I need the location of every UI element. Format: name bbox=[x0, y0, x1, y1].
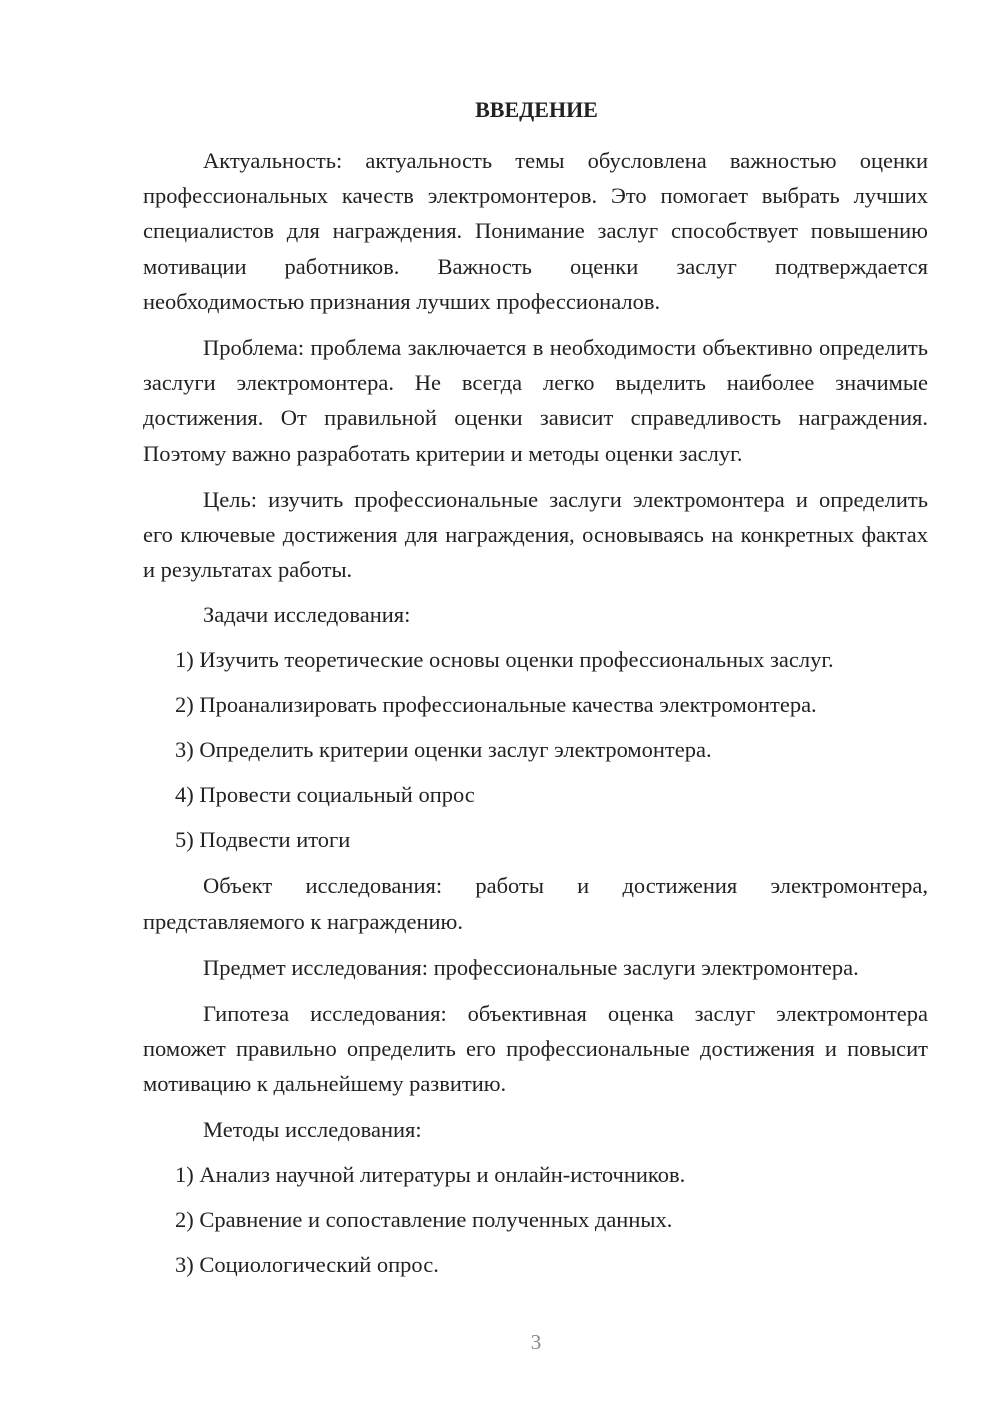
subject-paragraph: Предмет исследования: профессиональные заслуги электромонтера. bbox=[203, 954, 859, 980]
task-item-4: 4) Провести социальный опрос bbox=[175, 782, 475, 808]
document-page bbox=[143, 95, 928, 1293]
method-item-2: 2) Сравнение и сопоставление полученных данных. bbox=[175, 1206, 673, 1232]
methods-heading: Методы исследования: bbox=[203, 1116, 422, 1142]
tasks-heading: Задачи исследования: bbox=[203, 602, 411, 628]
page-number: 3 bbox=[530, 1330, 542, 1354]
object-paragraph: Объект исследования: работы и достижения электромонтера, представляемого к награждению. bbox=[143, 873, 928, 934]
section-title: ВВЕДЕНИЕ bbox=[475, 97, 598, 122]
task-item-3: 3) Определить критерии оценки заслуг электромонтера. bbox=[175, 737, 712, 763]
task-item-5: 5) Подвести итоги bbox=[175, 827, 351, 853]
task-item-1: 1) Изучить теоретические основы оценки профессиональных заслуг. bbox=[175, 647, 834, 673]
problem-paragraph: Проблема: проблема заключается в необходимости объективно определить заслуги электромонтера. Не всегда легко выделить наиболее значимые достижения. От правильной оценки зависит справедливость награждения. Поэтому важно разработать критерии и методы оценки заслуг. bbox=[143, 335, 928, 466]
method-item-1: 1) Анализ научной литературы и онлайн-источников. bbox=[175, 1161, 686, 1187]
method-item-3: 3) Социологический опрос. bbox=[175, 1251, 439, 1277]
hypothesis-paragraph: Гипотеза исследования: объективная оценка заслуг электромонтера поможет правильно определить его профессиональные достижения и повысит мотивацию к дальнейшему развитию. bbox=[143, 1001, 928, 1097]
task-item-2: 2) Проанализировать профессиональные качества электромонтера. bbox=[175, 692, 817, 718]
relevance-paragraph: Актуальность: актуальность темы обусловлена важностью оценки профессиональных качеств электромонтеров. Это помогает выбрать лучших специалистов для награждения. Понимание заслуг способствует повышению мотивации работников. Важность оценки заслуг подтверждается необходимостью признания лучших профессионалов. bbox=[143, 148, 928, 314]
goal-paragraph: Цель: изучить профессиональные заслуги электромонтера и определить его ключевые достижения для награждения, основываясь на конкретных фактах и результатах работы. bbox=[143, 486, 928, 583]
